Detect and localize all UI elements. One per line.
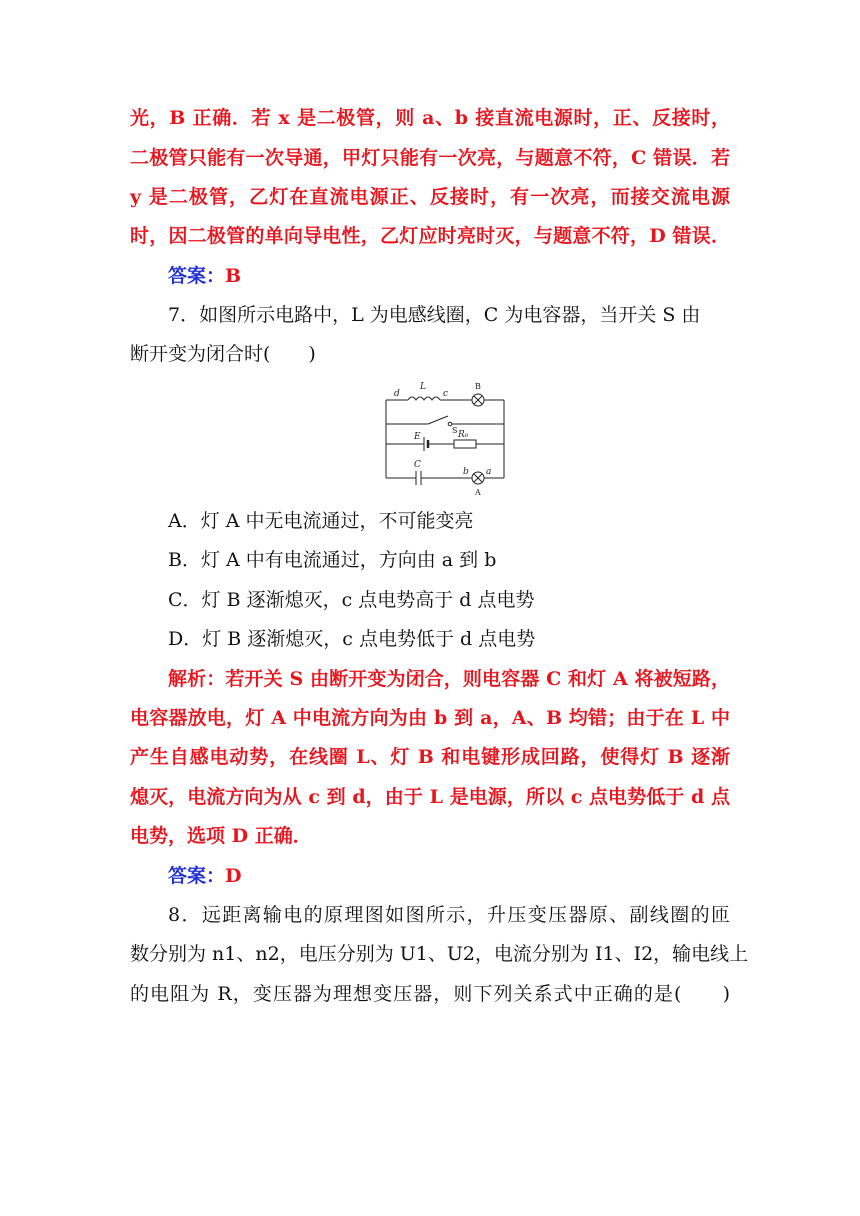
label-a: a xyxy=(486,467,492,477)
question-8-stem-cont: 数分别为 n1、n2，电压分别为 U1、U2，电流分别为 I1、I2，输电线上 xyxy=(130,943,749,965)
question-7-stem: 7．如图所示电路中，L 为电感线圈，C 为电容器，当开关 S 由 xyxy=(168,304,701,326)
option-b: B．灯 A 中有电流通过，方向由 a 到 b xyxy=(168,549,497,571)
analysis-line: y 是二极管，乙灯在直流电源正、反接时，有一次亮，而接交流电源 xyxy=(130,186,730,208)
answer-line xyxy=(168,864,768,888)
analysis-line: 电势，选项 D 正确． xyxy=(130,825,312,847)
answer-label: 答案： xyxy=(168,865,226,887)
answer-label: 答案： xyxy=(168,265,226,287)
question-8-stem-cont: 的电阻为 R，变压器为理想变压器，则下列关系式中正确的是( ) xyxy=(130,983,730,1005)
answer-line xyxy=(168,264,768,288)
analysis-line: 光，B 正确．若 x 是二极管，则 a、b 接直流电源时，正、反接时， xyxy=(130,107,730,129)
option-c: C．灯 B 逐渐熄灭，c 点电势高于 d 点电势 xyxy=(168,589,535,611)
label-S: S xyxy=(452,426,458,435)
label-L: L xyxy=(420,382,426,392)
option-a: A．灯 A 中无电流通过，不可能变亮 xyxy=(168,510,474,532)
label-B: B xyxy=(475,382,481,391)
analysis-line: 解析：若开关 S 由断开变为闭合，则电容器 C 和灯 A 将被短路， xyxy=(168,668,730,690)
label-C: C xyxy=(414,460,421,470)
option-d: D．灯 B 逐渐熄灭，c 点电势低于 d 点电势 xyxy=(168,628,536,650)
analysis-line: 熄灭，电流方向为从 c 到 d，由于 L 是电源，所以 c 点电势低于 d 点 xyxy=(130,786,730,808)
question-7-stem-cont: 断开变为闭合时( ) xyxy=(130,343,316,365)
label-b: b xyxy=(463,467,469,477)
analysis-line: 产生自感电动势，在线圈 L、灯 B 和电键形成回路，使得灯 B 逐渐 xyxy=(130,746,730,768)
label-c: c xyxy=(443,389,449,399)
label-E: E xyxy=(414,432,421,442)
label-A: A xyxy=(475,488,481,497)
circuit-diagram xyxy=(380,378,510,498)
analysis-line: 二极管只能有一次导通，甲灯只能有一次亮，与题意不符，C 错误．若 xyxy=(130,147,730,169)
answer-value: B xyxy=(225,265,242,287)
label-d: d xyxy=(394,389,400,399)
analysis-line: 时，因二极管的单向导电性，乙灯应时亮时灭，与题意不符，D 错误． xyxy=(130,225,730,247)
analysis-line: 电容器放电，灯 A 中电流方向为由 b 到 a，A、B 均错；由于在 L 中 xyxy=(130,707,730,729)
label-R0: R₀ xyxy=(458,430,469,440)
question-8-stem: 8．远距离输电的原理图如图所示，升压变压器原、副线圈的匝 xyxy=(168,904,730,926)
answer-value: D xyxy=(225,865,242,887)
